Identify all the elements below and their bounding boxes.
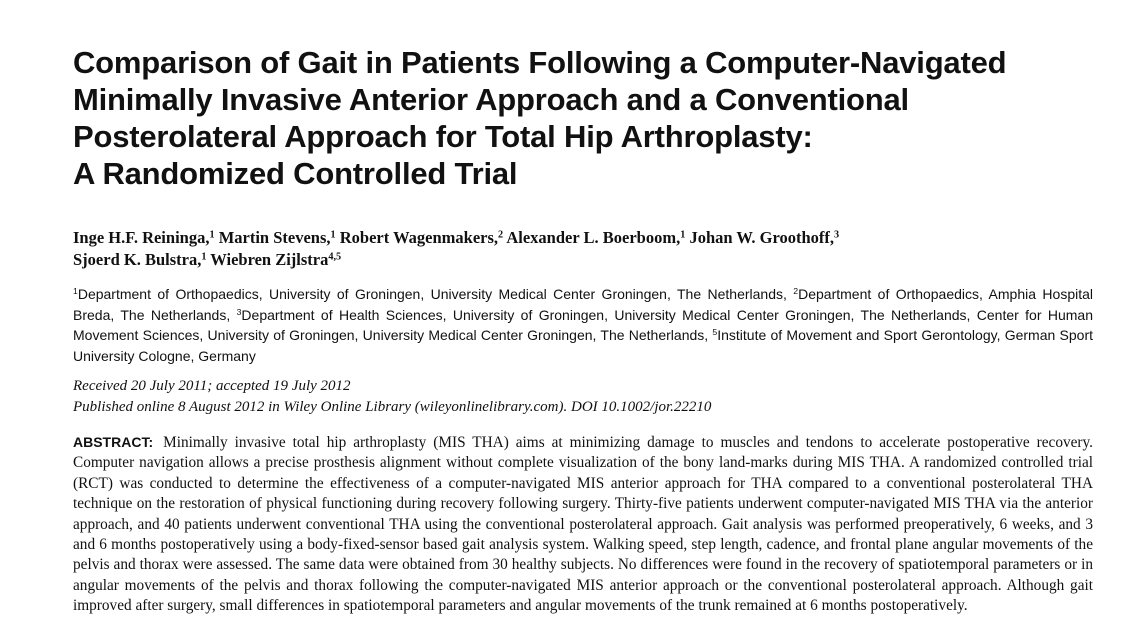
author-affiliation-mark: 1 — [201, 251, 207, 263]
title-line-1: Comparison of Gait in Patients Following a Computer-Navigated — [73, 45, 1007, 80]
affiliation-text: Department of Orthopaedics, Amphia Hospital Breda, The Netherlands, — [73, 286, 1093, 323]
author-affiliation-mark: 4,5 — [328, 251, 342, 263]
author-affiliation-mark: 3 — [834, 229, 840, 241]
affiliation-mark: 3 — [236, 306, 242, 317]
title-line-3: Posterolateral Approach for Total Hip Arthroplasty: — [73, 119, 813, 154]
author-name: Sjoerd K. Bulstra, — [73, 250, 202, 269]
author-name: Inge H.F. Reininga, — [73, 228, 210, 247]
abstract — [73, 432, 1093, 617]
author-name: Robert Wagenmakers, — [339, 228, 499, 247]
abstract-text: Minimally invasive total hip arthroplasty (MIS THA) aims at minimizing damage to muscles and tendons to accelerate postoperative recovery. Computer navigation allows a precise prosthesis alignment without complete visualization of the bony land-marks during MIS THA. A randomized controlled trial (RCT) was conducted to determine the effectiveness of a computer-navigated MIS anterior approach for THA compared to a conventional posterolateral THA technique on the restoration of physical functioning during recovery following surgery. Thirty-five patients underwent computer-navigated MIS THA via the anterior approach, and 40 patients underwent conventional THA using the conventional posterolateral approach. Gait analysis was performed preoperatively, 6 weeks, and 3 and 6 months postoperatively using a body-fixed-sensor based gait analysis system. Walking speed, step length, cadence, and frontal plane angular movements of the pelvis and thorax were assessed. The same data were obtained from 30 healthy subjects. No differences were found in the recovery of spatiotemporal parameters or in angular movements of the pelvis and thorax following the computer-navigated MIS anterior approach or the conventional posterolateral approach. Although gait improved after surgery, small differences in spatiotemporal parameters and angular movements of the trunk remained at 6 months postoperatively. — [73, 434, 1093, 615]
author-line-1 — [73, 227, 1093, 249]
author-affiliation-mark: 1 — [680, 229, 686, 241]
author-name: Martin Stevens, — [218, 228, 331, 247]
received-accepted-dates: Received 20 July 2011; accepted 19 July 2012 — [73, 378, 351, 394]
author-affiliation-mark: 1 — [209, 229, 215, 241]
author-name: Alexander L. Boerboom, — [506, 228, 681, 247]
title-line-2: Minimally Invasive Anterior Approach and a Conventional — [73, 82, 909, 117]
affiliation-mark: 5 — [712, 327, 718, 338]
author-name: Johan W. Groothoff, — [689, 228, 835, 247]
affiliation-text: Department of Orthopaedics, University of Groningen, University Medical Center Groningen, The Netherlands, — [77, 286, 794, 302]
affiliation-text: Institute of Movement and Sport Gerontology, German Sport University Cologne, Germany — [73, 327, 1093, 364]
author-affiliation-mark: 2 — [498, 229, 504, 241]
affiliation-mark: 2 — [793, 286, 799, 297]
author-name: Wiebren Zijlstra — [210, 250, 329, 269]
published-online-doi: Published online 8 August 2012 in Wiley Online Library (wileyonlinelibrary.com). DOI 10.1002/jor.22210 — [73, 399, 712, 415]
author-affiliation-mark: 1 — [330, 229, 336, 241]
author-list — [73, 227, 1093, 271]
affiliation-text: Department of Health Sciences, University of Groningen, University Medical Center Groningen, The Netherlands, Center for Human Movement Sciences, University of Groningen, University Medical Center Groningen, The Netherlands, — [73, 306, 1093, 343]
affiliations — [73, 284, 1093, 366]
affiliation-mark: 1 — [73, 286, 78, 297]
publication-history — [73, 376, 1093, 418]
author-line-2 — [73, 249, 1093, 271]
abstract-label: ABSTRACT: — [73, 434, 154, 450]
title-line-4: A Randomized Controlled Trial — [73, 156, 518, 191]
article-title — [73, 44, 1093, 192]
